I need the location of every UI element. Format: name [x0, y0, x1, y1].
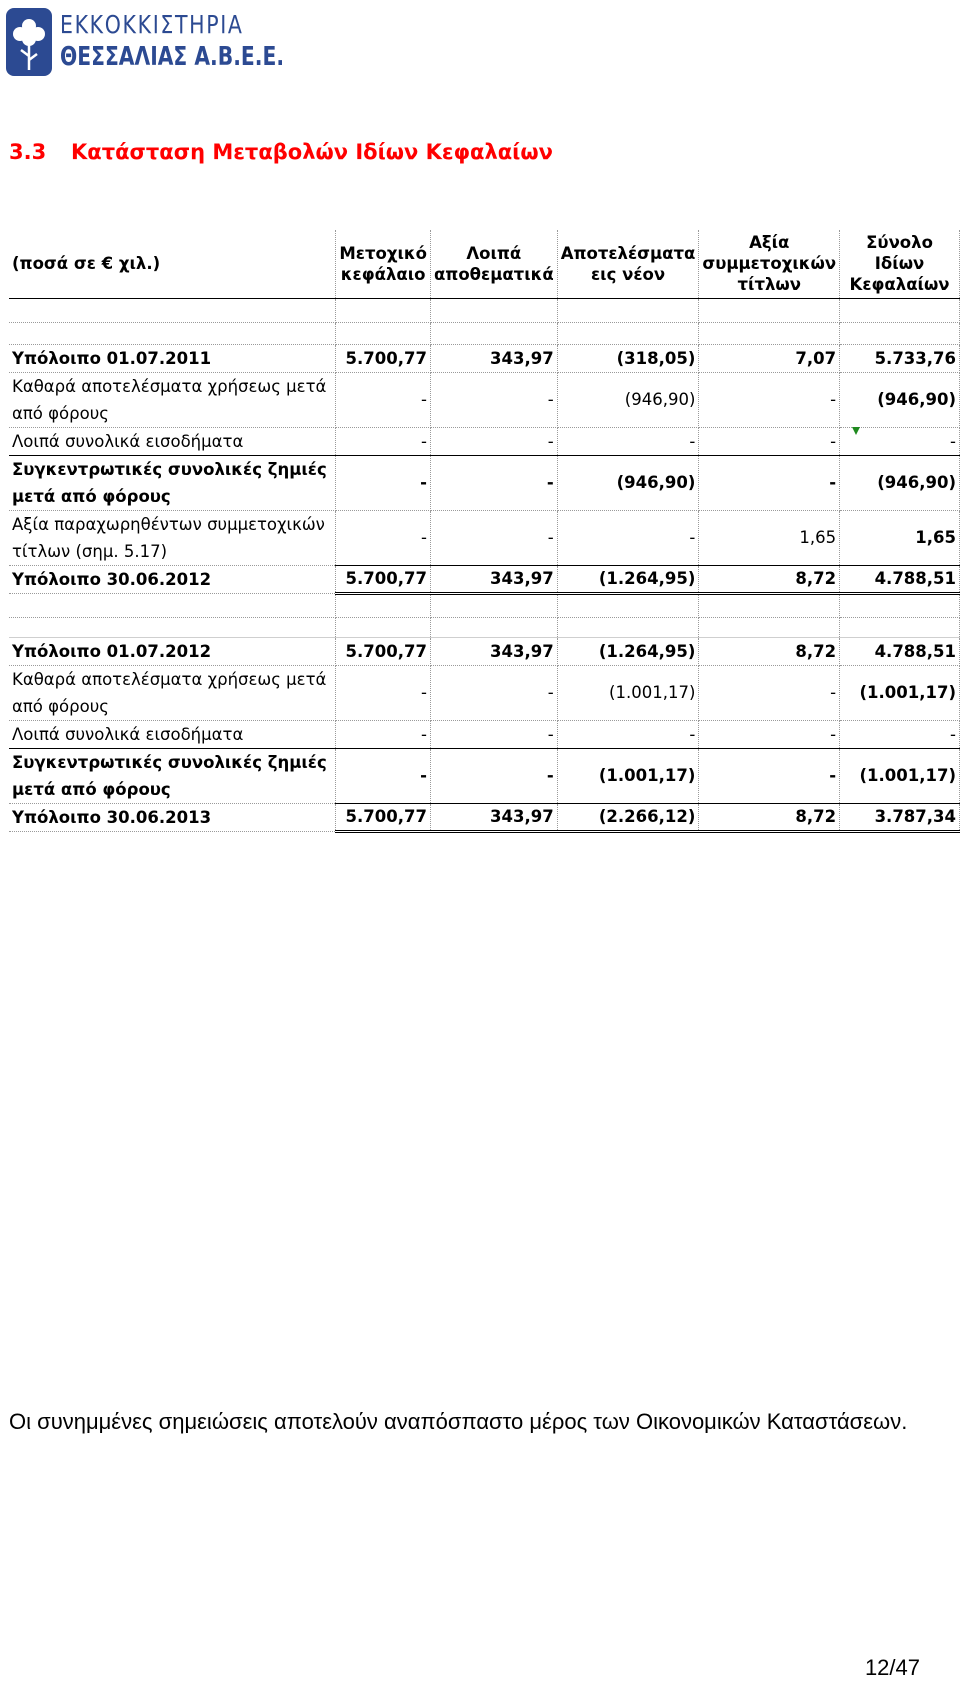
company-logo	[6, 6, 285, 78]
cell-value: 343,97	[430, 565, 557, 593]
cell-value: -	[557, 510, 699, 565]
cell-value: -	[336, 748, 431, 803]
cell-value: (318,05)	[557, 344, 699, 372]
cell-value: -	[430, 372, 557, 427]
col-header-retained-earnings: Αποτελέσματα εις νέον	[557, 230, 699, 298]
cell-value: (1.001,17)	[840, 665, 960, 720]
cell-value: 4.788,51	[840, 637, 960, 665]
cell-value: -	[336, 510, 431, 565]
cell-value: (1.001,17)	[557, 665, 699, 720]
row-label: Συγκεντρωτικές συνολικές ζημιές μετά από φόρους	[9, 455, 336, 510]
cell-value: -	[699, 372, 840, 427]
spacer-row	[9, 298, 960, 322]
cell-value: 1,65	[699, 510, 840, 565]
cell-value: 8,72	[699, 803, 840, 831]
row-label: Καθαρά αποτελέσματα χρήσεως μετά από φόρους	[9, 665, 336, 720]
table-row	[9, 510, 960, 565]
cell-value: -	[336, 427, 431, 455]
cell-value: -	[699, 665, 840, 720]
cell-value: -	[430, 665, 557, 720]
cell-value: -	[699, 455, 840, 510]
cell-value: -	[430, 748, 557, 803]
cell-value: 5.700,77	[336, 637, 431, 665]
cell-value: -	[336, 720, 431, 748]
cell-value: -	[557, 720, 699, 748]
table-row	[9, 455, 960, 510]
row-label: Υπόλοιπο 01.07.2012	[9, 637, 336, 665]
cell-value: -	[430, 427, 557, 455]
table-row	[9, 427, 960, 455]
cell-value: 4.788,51	[840, 565, 960, 593]
cell-value: -	[430, 720, 557, 748]
spacer-row	[9, 593, 960, 617]
col-header-total-equity: Σύνολο Ιδίων Κεφαλαίων	[840, 230, 960, 298]
cell-comment-marker-icon	[852, 427, 860, 435]
cell-value: (1.001,17)	[557, 748, 699, 803]
page-number: 12/47	[864, 1655, 920, 1680]
col-header-other-reserves: Λοιπά αποθεματικά	[430, 230, 557, 298]
cell-value: 3.787,34	[840, 803, 960, 831]
row-label: Λοιπά συνολικά εισοδήματα	[9, 427, 336, 455]
row-label: Καθαρά αποτελέσματα χρήσεως μετά από φόρους	[9, 372, 336, 427]
section-heading	[9, 140, 553, 164]
row-label: Υπόλοιπο 30.06.2013	[9, 803, 336, 831]
table-row	[9, 344, 960, 372]
cell-value: -	[557, 427, 699, 455]
section-title: Κατάσταση Μεταβολών Ιδίων Κεφαλαίων	[71, 140, 553, 164]
cotton-plant-icon	[6, 8, 52, 76]
col-header-equity-securities: Αξία συμμετοχικών τίτλων	[699, 230, 840, 298]
cell-value: 5.700,77	[336, 803, 431, 831]
table-row	[9, 372, 960, 427]
cell-value: -	[840, 427, 960, 455]
cell-value: 7,07	[699, 344, 840, 372]
cell-value: (946,90)	[557, 455, 699, 510]
row-label: Συγκεντρωτικές συνολικές ζημιές μετά από φόρους	[9, 748, 336, 803]
cell-value: -	[430, 510, 557, 565]
cell-value: -	[336, 665, 431, 720]
cell-value: (946,90)	[557, 372, 699, 427]
col-header-share-capital: Μετοχικό κεφάλαιο	[336, 230, 431, 298]
cell-value: -	[699, 720, 840, 748]
row-label: Αξία παραχωρηθέντων συμμετοχικών τίτλων (σημ. 5.17)	[9, 510, 336, 565]
section-number: 3.3	[9, 140, 47, 164]
cell-value: -	[336, 455, 431, 510]
cell-value: 1,65	[840, 510, 960, 565]
cell-value: 5.733,76	[840, 344, 960, 372]
amounts-unit-label: (ποσά σε € χιλ.)	[9, 230, 336, 298]
cell-value: (2.266,12)	[557, 803, 699, 831]
cell-value: (1.001,17)	[840, 748, 960, 803]
cell-value: (1.264,95)	[557, 637, 699, 665]
table-row	[9, 637, 960, 665]
table-row	[9, 565, 960, 593]
cell-value: (1.264,95)	[557, 565, 699, 593]
table-row	[9, 665, 960, 720]
cell-value: (946,90)	[840, 372, 960, 427]
table-row	[9, 803, 960, 831]
cell-value: -	[699, 427, 840, 455]
cell-value: 5.700,77	[336, 344, 431, 372]
cell-value: 343,97	[430, 344, 557, 372]
cell-value: -	[699, 748, 840, 803]
cell-value: -	[840, 720, 960, 748]
cell-value: 5.700,77	[336, 565, 431, 593]
row-label: Υπόλοιπο 30.06.2012	[9, 565, 336, 593]
cell-value: (946,90)	[840, 455, 960, 510]
table-header-row	[9, 230, 960, 298]
cell-value: 8,72	[699, 637, 840, 665]
row-label: Λοιπά συνολικά εισοδήματα	[9, 720, 336, 748]
row-label: Υπόλοιπο 01.07.2011	[9, 344, 336, 372]
spacer-row	[9, 322, 960, 344]
footnote-text: Οι συνημμένες σημειώσεις αποτελούν αναπόσπαστο μέρος των Οικονομικών Καταστάσεων.	[9, 1409, 908, 1434]
logo-line-1: ΕΚΚΟΚΚΙΣΤΗΡΙΑ	[60, 10, 244, 39]
cell-value: 8,72	[699, 565, 840, 593]
logo-line-2: ΘΕΣΣΑΛΙΑΣ Α.Β.Ε.Ε.	[60, 42, 285, 72]
cell-value: -	[430, 455, 557, 510]
cell-value: 343,97	[430, 637, 557, 665]
equity-changes-table	[9, 230, 960, 833]
spacer-row	[9, 617, 960, 637]
table-row	[9, 748, 960, 803]
cell-value: 343,97	[430, 803, 557, 831]
table-row	[9, 720, 960, 748]
cell-value: -	[336, 372, 431, 427]
